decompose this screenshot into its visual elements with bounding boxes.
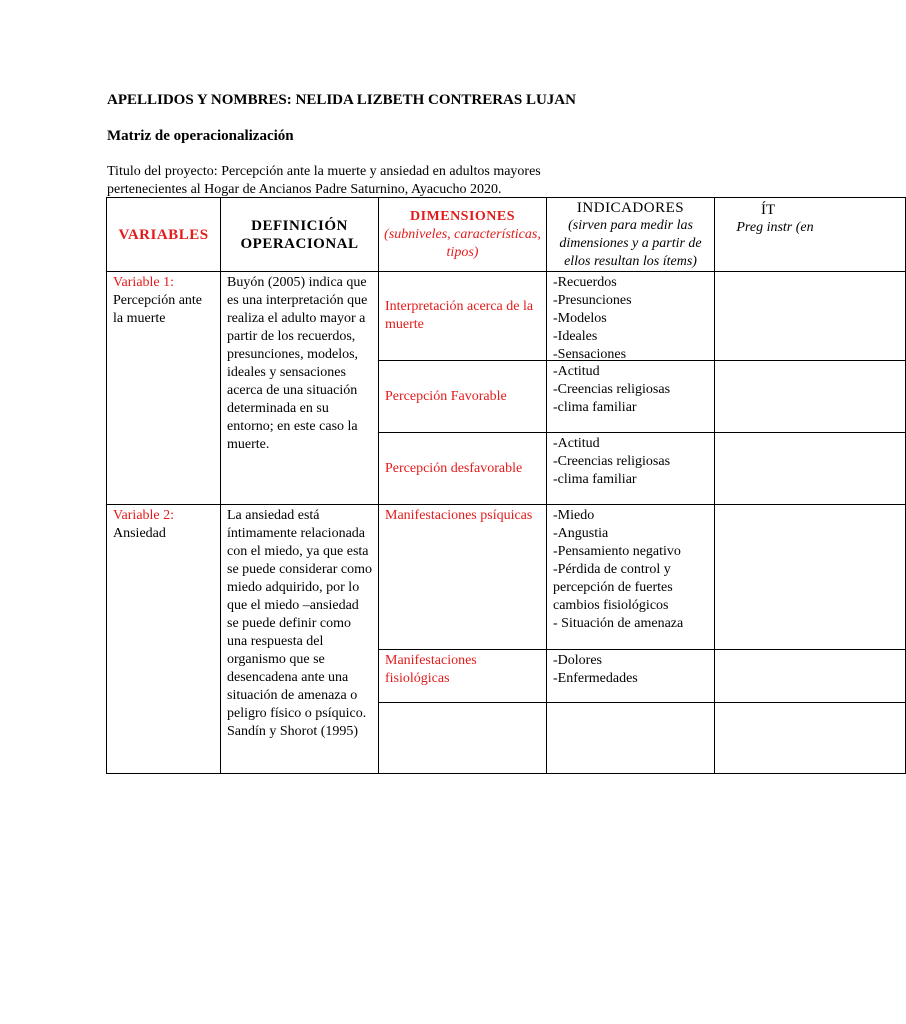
indicator-item: -Recuerdos	[553, 275, 617, 290]
indicator-item: -Sensaciones	[553, 347, 627, 362]
student-name-heading: APELLIDOS Y NOMBRES: NELIDA LIZBETH CONTRERAS LUJAN	[107, 92, 576, 108]
indicator-item: -Angustia	[553, 526, 609, 541]
indicator-item: -Dolores	[553, 653, 602, 668]
indicator-item: - Situación de amenaza	[553, 616, 684, 631]
project-title-line-2: pertenecientes al Hogar de Ancianos Padre Saturnino, Ayacucho 2020.	[107, 182, 502, 197]
indicator-item: -clima familiar	[553, 472, 637, 487]
indicators-favorable	[546, 360, 715, 433]
dimension-psiquicas: Manifestaciones psíquicas	[378, 504, 547, 650]
indicator-item: -Actitud	[553, 436, 600, 451]
dimension-empty	[378, 702, 547, 774]
indicator-item: -Enfermedades	[553, 671, 638, 686]
variable-1-name: Percepción ante la muerte	[113, 293, 203, 326]
items-cell-6	[714, 702, 906, 774]
header-indicadores-label: INDICADORES	[576, 199, 685, 216]
dimension-fisiologicas: Manifestaciones fisiológicas	[378, 649, 547, 703]
variable-1-cell	[106, 271, 221, 505]
project-title	[107, 163, 541, 199]
header-variables-label: VARIABLES	[118, 226, 209, 243]
items-cell-2	[714, 360, 906, 433]
indicators-empty	[546, 702, 715, 774]
dimension-desfavorable: Percepción desfavorable	[378, 432, 547, 505]
header-items	[714, 197, 906, 272]
header-dimensiones	[378, 197, 547, 272]
header-indicadores-note: (sirven para medir las dimensiones y a partir de ellos resultan los ítems)	[559, 217, 702, 269]
indicator-item: -Miedo	[553, 508, 595, 523]
indicator-item: -Pérdida de control y percepción de fuertes cambios fisiológicos	[553, 562, 673, 613]
items-cell-1	[714, 271, 906, 361]
header-dimensiones-label: DIMENSIONES	[409, 208, 516, 224]
indicator-item: -Creencias religiosas	[553, 454, 671, 469]
dimension-interpretacion: Interpretación acerca de la muerte	[378, 271, 547, 361]
indicator-item: -clima familiar	[553, 400, 637, 415]
header-dimensiones-note: (subniveles, características, tipos)	[384, 226, 541, 260]
indicators-desfavorable	[546, 432, 715, 505]
variable-1-definition: Buyón (2005) indica que es una interpretación que realiza el adulto mayor a partir de los recuerdos, presunciones, modelos, ideales y sensaciones acerca de una situación determinada en su entorno; en este caso la muerte.	[220, 271, 379, 505]
header-variables	[106, 197, 221, 272]
variable-2-name: Ansiedad	[113, 526, 166, 541]
project-title-line-1: Titulo del proyecto: Percepción ante la muerte y ansiedad en adultos mayores	[107, 164, 541, 179]
indicators-psiquicas	[546, 504, 715, 650]
items-cell-5	[714, 649, 906, 703]
header-definicion-label: DEFINICIÓN OPERACIONAL	[240, 217, 359, 252]
variable-2-definition: La ansiedad está íntimamente relacionada con el miedo, ya que esta se puede considerar como miedo adquirido, por lo que el miedo –ansiedad se puede definir como una respuesta del organismo que se desencadena ante una situación de amenaza o peligro físico o psíquico. Sandín y Shorot (1995)	[220, 504, 379, 774]
indicator-item: -Modelos	[553, 311, 607, 326]
dimension-favorable: Percepción Favorable	[378, 360, 547, 433]
indicator-item: -Creencias religiosas	[553, 382, 671, 397]
header-indicadores	[546, 197, 715, 272]
indicators-interpretacion	[546, 271, 715, 361]
indicator-item: -Ideales	[553, 329, 598, 344]
operationalization-table	[106, 197, 906, 774]
indicator-item: -Presunciones	[553, 293, 632, 308]
variable-2-cell	[106, 504, 221, 774]
indicator-item: -Actitud	[553, 364, 600, 379]
variable-1-label: Variable 1:	[113, 275, 175, 290]
header-items-note: Preg instr (en	[736, 220, 814, 235]
matrix-title: Matriz de operacionalización	[107, 128, 294, 144]
indicator-item: -Pensamiento negativo	[553, 544, 681, 559]
header-definicion	[220, 197, 379, 272]
indicators-fisiologicas	[546, 649, 715, 703]
items-cell-4	[714, 504, 906, 650]
variable-2-label: Variable 2:	[113, 508, 175, 523]
items-cell-3	[714, 432, 906, 505]
header-items-label: ÍT	[761, 202, 776, 218]
